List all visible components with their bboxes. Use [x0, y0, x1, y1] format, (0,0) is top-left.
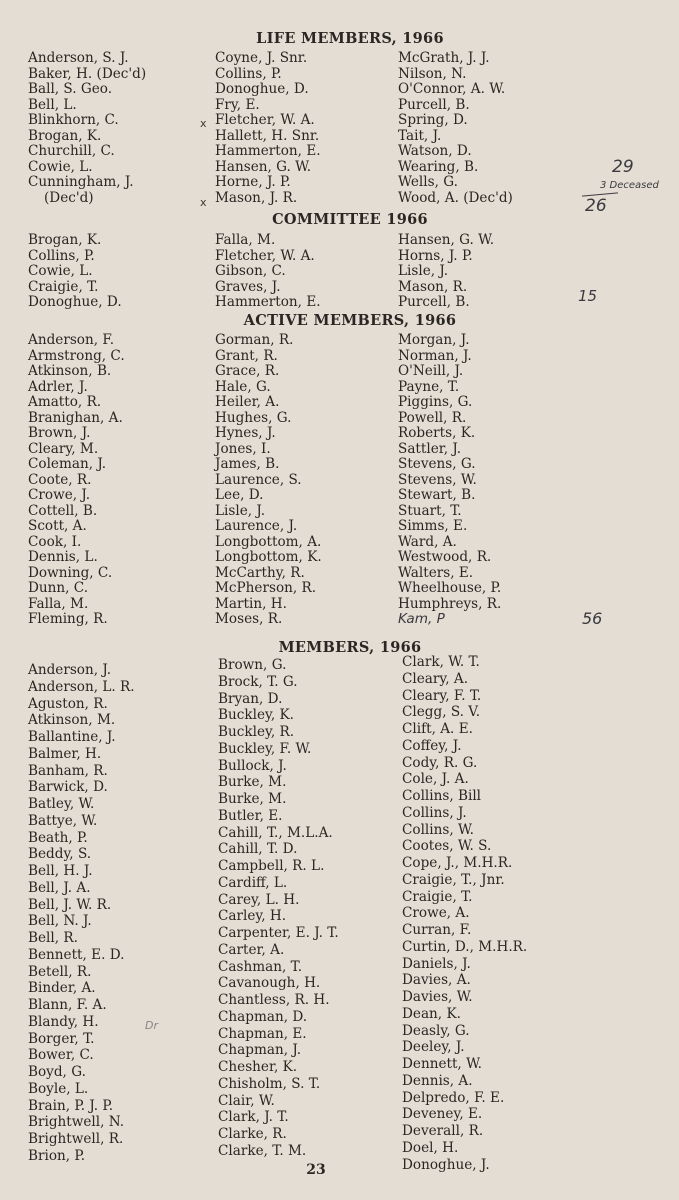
member-name: Batley, W. — [28, 796, 95, 812]
member-name: Heiler, A. — [215, 394, 280, 410]
member-name: Cootes, W. S. — [402, 838, 492, 855]
member-name: Brogan, K. — [28, 232, 102, 248]
member-name: Longbottom, A. — [215, 533, 322, 550]
member-name: Clair, W. — [218, 1092, 275, 1109]
member-name: Hale, G. — [215, 378, 271, 395]
member-name: Cook, I. — [28, 533, 82, 550]
member-name: Crowe, J. — [28, 487, 91, 503]
member-name: Stevens, G. — [398, 456, 476, 472]
life-members-col-1 — [28, 51, 146, 206]
members-col-3 — [402, 654, 527, 1173]
member-name: Jones, I. — [215, 440, 271, 457]
x-mark-fletcher: x — [200, 117, 207, 130]
member-name: Bennett, E. D. — [28, 946, 125, 963]
member-name: Fleming, R. — [28, 611, 108, 627]
member-name: Dennis, L. — [28, 549, 98, 565]
member-name: Stevens, W. — [398, 471, 477, 488]
member-name: Battye, W. — [28, 812, 98, 829]
member-name: Barwick, D. — [28, 779, 108, 796]
member-name: Cleary, F. T. — [402, 687, 482, 704]
member-name: Betell, R. — [28, 963, 92, 980]
member-name: Collins, P. — [28, 247, 95, 264]
member-name: Donoghue, D. — [215, 81, 309, 97]
member-name: Mason, R. — [398, 278, 468, 295]
member-name: Simms, E. — [398, 518, 468, 534]
member-name: McPherson, R. — [215, 580, 317, 596]
member-name: Chapman, E. — [218, 1025, 307, 1042]
member-name: Boyd, G. — [28, 1064, 86, 1080]
member-name: Craigie, T. — [28, 278, 99, 295]
member-name: Downing, C. — [28, 564, 113, 581]
member-name: Anderson, F. — [28, 332, 115, 348]
member-name: Buckley, R. — [218, 724, 295, 740]
member-name: Brown, J. — [28, 425, 91, 441]
member-name: Falla, M. — [28, 595, 89, 612]
member-name: Coffey, J. — [402, 737, 462, 754]
member-name: James, B. — [215, 456, 280, 472]
member-name: Cody, R. G. — [402, 754, 478, 771]
member-name: Collins, W. — [402, 821, 474, 838]
member-name: Fry, E. — [215, 96, 260, 113]
member-name: Gorman, R. — [215, 332, 294, 348]
member-name: Stuart, T. — [398, 502, 462, 519]
member-name: Anderson, J. — [28, 662, 112, 678]
member-name: Aguston, R. — [28, 695, 108, 712]
member-name: Davies, A. — [402, 972, 471, 989]
member-name: Sattler, J. — [398, 440, 462, 457]
member-name: Cottell, B. — [28, 502, 98, 519]
member-name: Campbell, R. L. — [218, 858, 325, 874]
member-name: Brain, P. J. P. — [28, 1097, 114, 1114]
member-name: Burke, M. — [218, 774, 287, 791]
active-members-col-1 — [28, 333, 125, 628]
active-members-heading: ACTIVE MEMBERS, 1966 — [243, 312, 457, 329]
member-name: Cole, J. A. — [402, 771, 469, 788]
member-name: Lee, D. — [215, 487, 264, 503]
member-name: Spring, D. — [398, 112, 468, 128]
member-name: Branighan, A. — [28, 409, 123, 426]
member-name: Armstrong, C. — [28, 347, 125, 364]
member-name: Hammerton, E. — [215, 294, 321, 310]
member-name: Longbottom, K. — [215, 549, 322, 565]
member-name: Morgan, J. — [398, 332, 470, 348]
member-name: Lisle, J. — [215, 502, 266, 519]
member-name: Anderson, S. J. — [28, 50, 129, 66]
member-name: Laurence, S. — [215, 471, 302, 488]
member-name: Deveney, E. — [402, 1106, 483, 1123]
member-name: Dean, K. — [402, 1005, 461, 1022]
member-name: Purcell, B. — [398, 294, 470, 310]
member-name: Collins, P. — [215, 65, 282, 82]
member-name: Cardiff, L. — [218, 874, 288, 891]
member-name: Beddy, S. — [28, 846, 92, 863]
life-members-col-3 — [398, 51, 513, 206]
handwritten-deceased-note: 3 Deceased — [600, 180, 659, 191]
member-name: Banham, R. — [28, 762, 108, 779]
member-name: Fletcher, W. A. — [215, 112, 315, 128]
member-name: Anderson, L. R. — [28, 678, 135, 695]
member-name: Brogan, K. — [28, 127, 102, 144]
member-name: Watson, D. — [398, 143, 472, 159]
member-name: Atkinson, B. — [28, 363, 112, 379]
member-name: Chisholm, S. T. — [218, 1075, 321, 1092]
member-name: Humphreys, R. — [398, 595, 502, 612]
member-name: Beath, P. — [28, 829, 88, 846]
member-name: Doel, H. — [402, 1139, 459, 1156]
member-name: Brightwell, R. — [28, 1131, 124, 1147]
member-name: Horne, J. P. — [215, 174, 291, 190]
member-name: Borger, T. — [28, 1030, 95, 1047]
member-name: O'Connor, A. W. — [398, 81, 506, 97]
member-name: Wood, A. (Dec'd) — [398, 189, 513, 206]
member-name: Clarke, R. — [218, 1126, 287, 1142]
member-name: Collins, Bill — [402, 788, 482, 804]
page-number: 23 — [306, 1162, 326, 1178]
member-name: Cope, J., M.H.R. — [402, 855, 513, 871]
member-name: Hansen, G. W. — [398, 232, 495, 248]
member-name: Gibson, C. — [215, 263, 286, 279]
member-name: Brion, P. — [28, 1147, 86, 1164]
active-members-col-3 — [398, 333, 501, 628]
member-name: Coleman, J. — [28, 456, 107, 472]
member-name: Clarke, T. M. — [218, 1142, 307, 1159]
committee-col-1 — [28, 233, 122, 311]
member-name: Lisle, J. — [398, 263, 449, 279]
member-name: Brown, G. — [218, 657, 287, 673]
handwritten-tally-26: 26 — [585, 196, 607, 216]
members-heading: MEMBERS, 1966 — [278, 639, 422, 656]
member-name: Chesher, K. — [218, 1059, 298, 1075]
member-name: Blandy, H. — [28, 1013, 99, 1030]
member-name: Hughes, G. — [215, 409, 292, 426]
member-name: Payne, T. — [398, 378, 460, 395]
member-name: Ballantine, J. — [28, 729, 116, 745]
member-name: Donoghue, D. — [28, 294, 122, 310]
member-name: Fletcher, W. A. — [215, 247, 315, 264]
member-name: Atkinson, M. — [28, 712, 116, 729]
member-name: Bell, J. A. — [28, 879, 91, 896]
member-name: Bryan, D. — [218, 690, 283, 707]
member-name: Brightwell, N. — [28, 1114, 125, 1131]
member-name: Cowie, L. — [28, 263, 93, 279]
member-name: Cleary, A. — [402, 670, 469, 687]
member-name: Dennis, A. — [402, 1072, 473, 1089]
member-name: Binder, A. — [28, 980, 96, 997]
member-name: Coyne, J. Snr. — [215, 50, 308, 66]
handwritten-tally-29: 29 — [612, 157, 634, 177]
member-name: Wearing, B. — [398, 158, 479, 175]
member-name: Scott, A. — [28, 518, 87, 534]
member-name: Bell, L. — [28, 96, 77, 113]
member-name: Butler, E. — [218, 807, 283, 824]
member-name: Coote, R. — [28, 471, 92, 488]
member-name: Martin, H. — [215, 595, 287, 612]
member-name: Grace, R. — [215, 363, 280, 379]
member-name: Nilson, N. — [398, 65, 467, 82]
member-name: Clegg, S. V. — [402, 704, 481, 721]
member-name: Piggins, G. — [398, 394, 473, 410]
handwritten-tally-15: 15 — [578, 287, 598, 305]
life-members-col-2 — [215, 51, 321, 206]
member-name: Wells, G. — [398, 174, 458, 190]
member-name: Adrler, J. — [28, 378, 88, 395]
member-name: Bell, R. — [28, 930, 78, 946]
member-name: Powell, R. — [398, 409, 467, 426]
member-name: Craigie, T., Jnr. — [402, 871, 505, 888]
committee-col-2 — [215, 233, 321, 311]
member-name: Falla, M. — [215, 232, 276, 248]
member-name: (Dec'd) — [44, 189, 94, 206]
member-name: Deverall, R. — [402, 1123, 484, 1139]
committee-col-3 — [398, 233, 494, 311]
member-name: Laurence, J. — [215, 518, 298, 534]
member-name: Buckley, K. — [218, 707, 294, 724]
member-name: Moses, R. — [215, 611, 283, 627]
member-name: Cahill, T., M.L.A. — [218, 824, 333, 841]
member-name: Clift, A. E. — [402, 721, 473, 737]
member-name: Walters, E. — [398, 564, 474, 581]
member-name: Carley, H. — [218, 908, 287, 925]
member-name: Cowie, L. — [28, 158, 93, 175]
member-name: Deasly, G. — [402, 1022, 470, 1039]
handwritten-tally-56: 56 — [582, 609, 603, 628]
member-name: Ball, S. Geo. — [28, 81, 113, 97]
member-name: Mason, J. R. — [215, 189, 298, 206]
members-col-1 — [28, 662, 135, 1165]
member-name: O'Neill, J. — [398, 363, 464, 379]
member-name: Grant, R. — [215, 347, 278, 364]
member-name: Carpenter, E. J. T. — [218, 925, 339, 941]
member-name: Graves, J. — [215, 278, 281, 295]
member-name: Collins, J. — [402, 804, 467, 821]
member-name: Carter, A. — [218, 941, 285, 958]
member-name: Dunn, C. — [28, 580, 89, 596]
member-name: Clark, J. T. — [218, 1109, 289, 1126]
life-members-heading: LIFE MEMBERS, 1966 — [256, 30, 444, 47]
member-name: Craigie, T. — [402, 888, 473, 905]
member-name: Baker, H. (Dec'd) — [28, 65, 147, 82]
member-name: Balmer, H. — [28, 745, 102, 762]
member-name: Cahill, T. D. — [218, 841, 298, 858]
member-name: Buckley, F. W. — [218, 740, 312, 757]
member-name: Delpredo, F. E. — [402, 1089, 505, 1106]
member-name: Blinkhorn, C. — [28, 112, 119, 128]
member-name: Daniels, J. — [402, 955, 471, 972]
member-name: Brock, T. G. — [218, 673, 298, 690]
member-name: Wheelhouse, P. — [398, 580, 502, 596]
member-name: Dennett, W. — [402, 1056, 482, 1072]
member-name: Cavanough, H. — [218, 975, 321, 992]
committee-heading: COMMITTEE 1966 — [272, 211, 428, 228]
member-name: Norman, J. — [398, 347, 472, 364]
member-name: Boyle, L. — [28, 1080, 89, 1097]
member-name: Chantless, R. H. — [218, 992, 330, 1008]
member-name: Bullock, J. — [218, 757, 287, 774]
member-name: Blann, F. A. — [28, 997, 107, 1013]
member-name: Curran, F. — [402, 922, 472, 938]
member-name: Chapman, J. — [218, 1042, 302, 1059]
members-col-2 — [218, 657, 339, 1160]
member-name: Tait, J. — [398, 127, 442, 144]
member-name: Roberts, K. — [398, 425, 476, 441]
member-name: Bell, J. W. R. — [28, 896, 112, 913]
member-name: Clark, W. T. — [402, 654, 480, 670]
member-name: Crowe, A. — [402, 905, 470, 922]
member-name: Ward, A. — [398, 533, 457, 550]
member-name: Bell, N. J. — [28, 913, 92, 930]
member-name: Bower, C. — [28, 1047, 94, 1064]
member-name: Cunningham, J. — [28, 174, 134, 190]
active-members-col-2 — [215, 333, 322, 628]
member-name: Hammerton, E. — [215, 143, 321, 159]
member-name: Carey, L. H. — [218, 891, 300, 908]
member-name: Donoghue, J. — [402, 1156, 490, 1173]
member-name: Horns, J. P. — [398, 247, 473, 264]
member-name: Amatto, R. — [28, 394, 102, 410]
member-name: Purcell, B. — [398, 96, 470, 113]
member-name: McCarthy, R. — [215, 564, 305, 581]
member-name: Kam, P — [398, 611, 445, 627]
member-name: Westwood, R. — [398, 549, 492, 565]
member-name: Chapman, D. — [218, 1008, 308, 1025]
member-name: Deeley, J. — [402, 1039, 465, 1056]
x-mark-mason: x — [200, 196, 207, 209]
member-name: Cleary, M. — [28, 440, 99, 457]
member-name: Stewart, B. — [398, 487, 476, 503]
handwritten-borger-scrawl: Dr — [145, 1019, 158, 1032]
member-name: Hallett, H. Snr. — [215, 127, 320, 144]
member-name: Churchill, C. — [28, 143, 115, 159]
member-name: Davies, W. — [402, 989, 473, 1005]
member-name: Hynes, J. — [215, 425, 276, 441]
member-name: Hansen, G. W. — [215, 158, 312, 175]
member-name: Bell, H. J. — [28, 863, 93, 879]
member-name: Burke, M. — [218, 791, 287, 807]
member-name: Curtin, D., M.H.R. — [402, 938, 528, 955]
member-name: McGrath, J. J. — [398, 50, 490, 66]
member-name: Cashman, T. — [218, 958, 303, 975]
